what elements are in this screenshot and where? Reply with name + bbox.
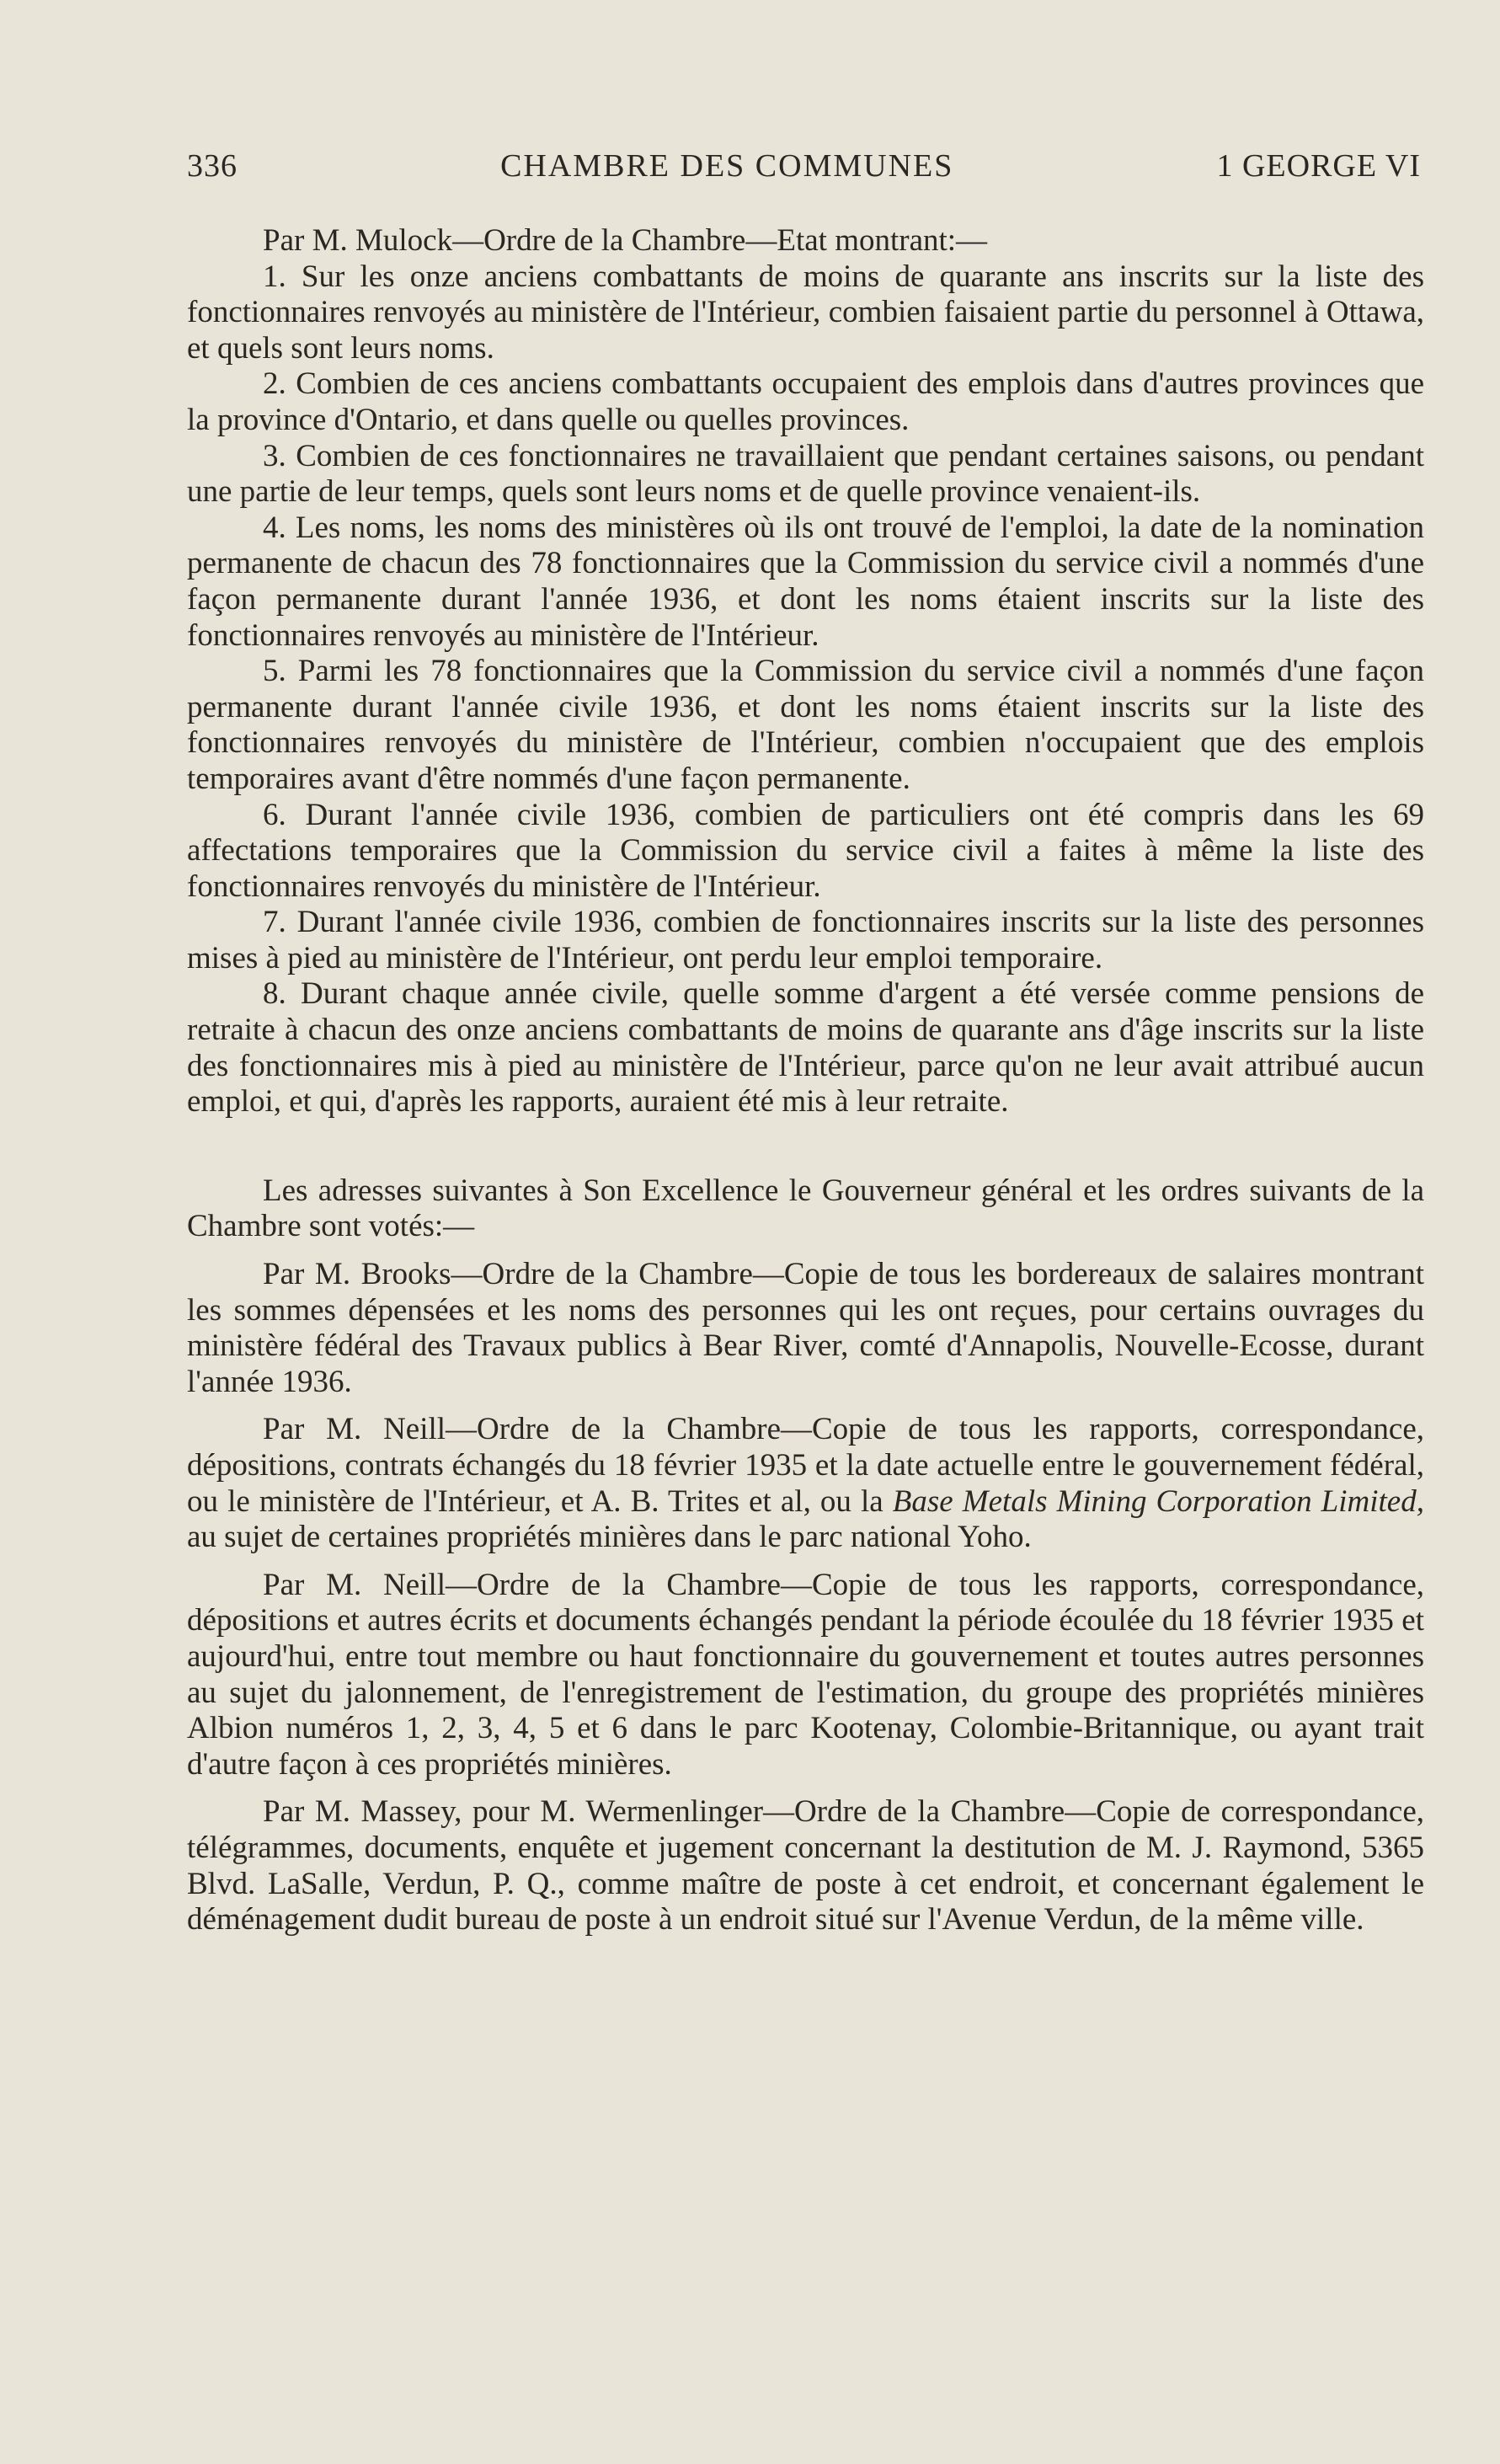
order-neill-albion: Par M. Neill—Ordre de la Chambre—Copie de tous les rapports, correspondance, dépositions et autres écrits et documents échangés pendant la période écoulée du 18 février 1935 et aujourd'hui, entre tout membre ou haut fonctionnaire du gouvernement et toutes autres personnes au sujet du jalonnement, de l'enregistrement de l'estimation, du groupe des propriétés minières Albion numéros 1, 2, 3, 4, 5 et 6 dans le parc Kootenay, Colombie-Britannique, ou ayant trait d'autre façon à ces propriétés minières. bbox=[187, 1567, 1424, 1782]
page-header bbox=[187, 147, 1424, 184]
question-6: 6. Durant l'année civile 1936, combien de particuliers ont été compris dans les 69 affectations temporaires que la Commission du service civil a faites à même la liste des fonctionnaires renvoyés du ministère de l'Intérieur. bbox=[187, 797, 1424, 904]
paragraph-spacer bbox=[187, 1400, 1424, 1412]
question-7: 7. Durant l'année civile 1936, combien de fonctionnaires inscrits sur la liste des personnes mises à pied au ministère de l'Intérieur, ont perdu leur emploi temporaire. bbox=[187, 905, 1424, 975]
order-massey: Par M. Massey, pour M. Wermenlinger—Ordre de la Chambre—Copie de correspondance, télégrammes, documents, enquête et jugement concernant la destitution de M. J. Raymond, 5365 Blvd. LaSalle, Verdun, P. Q., comme maître de poste à cet endroit, et concernant également le déménagement dudit bureau de poste à un endroit situé sur l'Avenue Verdun, de la même ville. bbox=[187, 1794, 1424, 1938]
question-5: 5. Parmi les 78 fonctionnaires que la Commission du service civil a nommés d'une façon permanente durant l'année civile 1936, et dont les noms étaient inscrits sur la liste des fonctionnaires renvoyés du ministère de l'Intérieur, combien n'occupaient que des emplois temporaires avant d'être nommés d'une façon permanente. bbox=[187, 654, 1424, 796]
regnal-year: 1 GEORGE VI bbox=[1216, 148, 1421, 184]
page-number: 336 bbox=[187, 148, 238, 184]
running-title: CHAMBRE DES COMMUNES bbox=[500, 148, 954, 184]
motion-intro: Par M. Mulock—Ordre de la Chambre—Etat montrant:— bbox=[263, 223, 988, 258]
order-neill-yoho-text-b: au sujet de certaines propriétés minières dans le parc national Yoho. bbox=[187, 1520, 1032, 1555]
question-3: 3. Combien de ces fonctionnaires ne travaillaient que pendant certaines saisons, ou pendant une partie de leur temps, quels sont leurs noms et de quelle province venaient-ils. bbox=[187, 438, 1424, 510]
paragraph-spacer bbox=[187, 1245, 1424, 1257]
paragraph-spacer bbox=[187, 1783, 1424, 1794]
order-brooks: Par M. Brooks—Ordre de la Chambre—Copie de tous les bordereaux de salaires montrant les sommes dépensées et les noms des personnes qui les ont reçues, pour certains ouvrages du ministère fédéral des Travaux publics à Bear River, comté d'Annapolis, Nouvelle-Ecosse, durant l'année 1936. bbox=[187, 1257, 1424, 1399]
order-neill-yoho-text-a: Par M. Neill—Ordre de la Chambre—Copie de tous les rapports, correspondance, dépositions, contrats échangés du 18 février 1935 et la date actuelle entre le gouvernement fédéral, ou le ministère de l'Intérieur, et A. B. Trites et al, ou la bbox=[187, 1412, 1424, 1519]
order-neill-yoho bbox=[187, 1412, 1424, 1555]
company-name: Base Metals Mining Corporation Limited, bbox=[892, 1483, 1424, 1519]
question-8: 8. Durant chaque année civile, quelle somme d'argent a été versée comme pensions de retraite à chacun des onze anciens combattants de moins de quarante ans d'âge inscrits sur la liste des fonctionnaires mis à pied au ministère de l'Intérieur, parce qu'on ne leur avait attribué aucun emploi, et qui, d'après les rapports, auraient été mis à leur retraite. bbox=[187, 976, 1424, 1120]
question-4: 4. Les noms, les noms des ministères où ils ont trouvé de l'emploi, la date de la nomination permanente de chacun des 78 fonctionnaires que la Commission du service civil a nommés d'une façon permanente durant l'année 1936, et dont les noms étaient inscrits sur la liste des fonctionnaires renvoyés au ministère de l'Intérieur. bbox=[187, 510, 1424, 653]
section-spacer bbox=[187, 1120, 1424, 1173]
addresses-intro: Les adresses suivantes à Son Excellence le Gouverneur général et les ordres suivants de la Chambre sont votés:— bbox=[187, 1173, 1424, 1244]
paragraph-spacer bbox=[187, 1556, 1424, 1568]
question-2: 2. Combien de ces anciens combattants occupaient des emplois dans d'autres provinces que la province d'Ontario, et dans quelle ou quelles provinces. bbox=[187, 366, 1424, 437]
question-1: 1. Sur les onze anciens combattants de moins de quarante ans inscrits sur la liste des fonctionnaires renvoyés au ministère de l'Intérieur, combien faisaient partie du personnel à Ottawa, et quels sont leurs noms. bbox=[187, 259, 1424, 366]
